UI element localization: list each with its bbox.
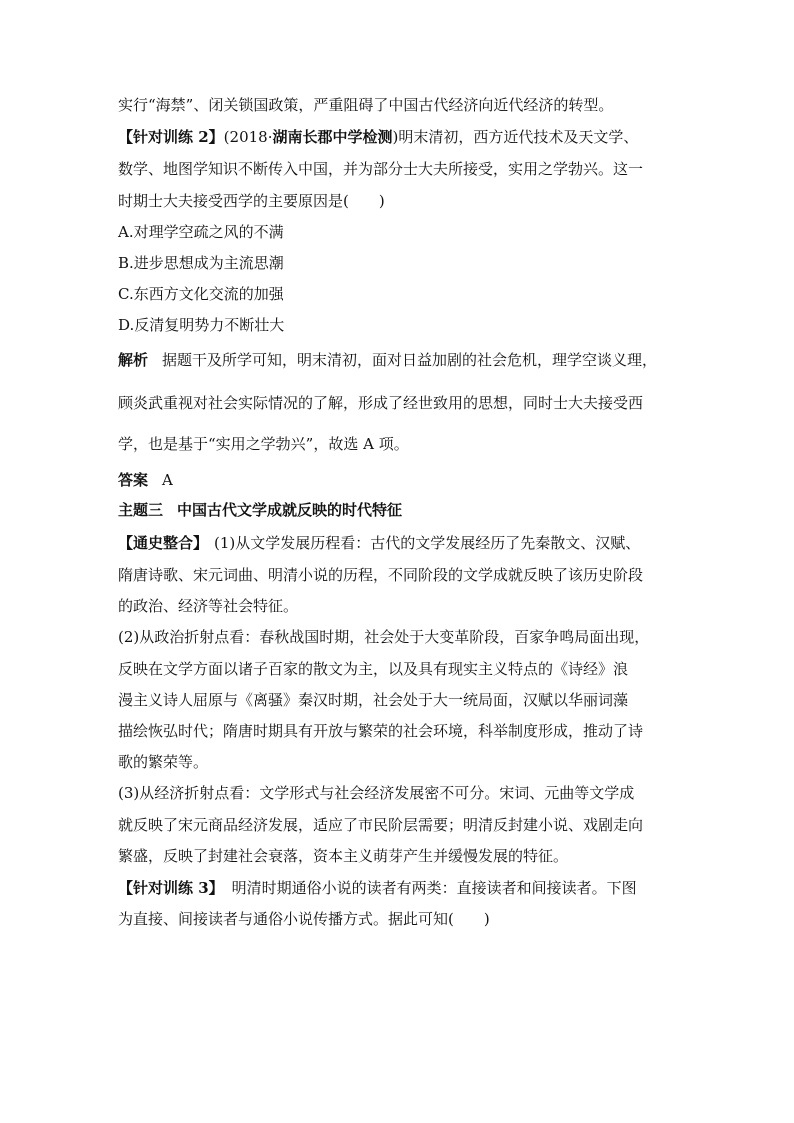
question-3-stem-line-2	[118, 909, 678, 929]
summary-tag: 【通史整合】	[118, 534, 209, 552]
analysis-text: 学，也是基于“实用之学勃兴”，故选 A 项。	[118, 435, 409, 453]
text-run: 数学、地图学知识不断传入中国，并为部分士大夫所接受，实用之学勃兴。这一	[118, 160, 644, 178]
analysis-line-3	[118, 434, 678, 454]
paragraph-text: 繁盛，反映了封建社会衰落，资本主义萌芽产生并缓慢发展的特征。	[118, 847, 569, 865]
question-2-source-year: (2018·	[223, 128, 273, 146]
question-2-stem-text: )明末清初，西方近代技术及天文学、	[392, 128, 639, 146]
text-run: 实行“海禁”、闭关锁国政策，严重阻碍了中国古代经济向近代经济的转型。	[118, 96, 614, 114]
text-run: 时期士大夫接受西学的主要原因是( )	[118, 192, 385, 210]
option-text: C.东西方文化交流的加强	[118, 285, 284, 303]
question-text: 明清时期通俗小说的读者有两类：直接读者和间接读者。下图	[231, 879, 637, 897]
topic-label: 主题三	[118, 501, 164, 519]
paragraph-text: 就反映了宋元商品经济发展，适应了市民阶层需要；明清反封建小说、戏剧走向	[118, 816, 644, 834]
answer-line	[118, 470, 678, 490]
paragraph-text: 反映在文学方面以诸子百家的散文为主，以及具有现实主义特点的《诗经》浪	[118, 660, 629, 678]
economy-line-2	[118, 815, 678, 835]
topic-3-heading	[118, 500, 678, 520]
question-text: 为直接、间接读者与通俗小说传播方式。据此可知( )	[118, 910, 490, 928]
paragraph-text: 的政治、经济等社会特征。	[118, 597, 299, 615]
politics-line-2	[118, 659, 678, 679]
question-2-stem-line-1	[118, 127, 678, 147]
option-c	[118, 284, 678, 304]
analysis-text: 据题干及所学可知，明末清初，面对日益加剧的社会危机，理学空谈义理，	[162, 351, 658, 369]
option-a	[118, 222, 678, 242]
topic-title: 中国古代文学成就反映的时代特征	[177, 501, 403, 519]
paragraph-text: 隋唐诗歌、宋元词曲、明清小说的历程，不同阶段的文学成就反映了该历史阶段	[118, 566, 644, 584]
summary-line-2	[118, 565, 678, 585]
question-2-source-name: 湖南长郡中学检测	[272, 128, 393, 146]
paragraph-text: 歌的繁荣等。	[118, 753, 209, 771]
option-text: A.对理学空疏之风的不满	[118, 223, 284, 241]
option-b	[118, 253, 678, 273]
answer-label: 答案	[118, 471, 149, 489]
question-2-stem-line-2	[118, 159, 678, 179]
summary-line-3	[118, 596, 678, 616]
answer-value: A	[162, 471, 173, 489]
paragraph-text: 漫主义诗人屈原与《离骚》秦汉时期，社会处于大一统局面，汉赋以华丽词藻	[118, 691, 629, 709]
analysis-line-1	[118, 350, 678, 370]
option-d	[118, 315, 678, 335]
option-text: B.进步思想成为主流思潮	[118, 254, 284, 272]
option-text: D.反清复明势力不断壮大	[118, 316, 285, 334]
paragraph-text: (3)从经济折射点看：文学形式与社会经济发展密不可分。宋词、元曲等文学成	[118, 784, 635, 802]
analysis-line-2	[118, 393, 678, 413]
economy-line-3	[118, 846, 678, 866]
summary-line-1	[118, 533, 678, 553]
economy-line-1	[118, 783, 678, 803]
paragraph-text: 描绘恢弘时代；隋唐时期具有开放与繁荣的社会环境，科举制度形成，推动了诗	[118, 722, 644, 740]
question-2-stem-line-3	[118, 191, 678, 211]
politics-line-5	[118, 752, 678, 772]
paragraph-text: (2)从政治折射点看：春秋战国时期，社会处于大变革阶段，百家争鸣局面出现，	[118, 628, 650, 646]
question-3-stem-line-1	[118, 878, 678, 898]
previous-paragraph-line	[118, 95, 678, 115]
analysis-text: 顾炎武重视对社会实际情况的了解，形成了经世致用的思想，同时士大夫接受西	[118, 394, 644, 412]
paragraph-text: (1)从文学发展历程看：古代的文学发展经历了先秦散文、汉赋、	[214, 534, 641, 552]
politics-line-3	[118, 690, 678, 710]
politics-line-1	[118, 627, 678, 647]
question-3-tag: 【针对训练 3】	[118, 879, 224, 897]
question-2-tag: 【针对训练 2】	[118, 128, 224, 146]
analysis-label: 解析	[118, 351, 149, 369]
politics-line-4	[118, 721, 678, 741]
